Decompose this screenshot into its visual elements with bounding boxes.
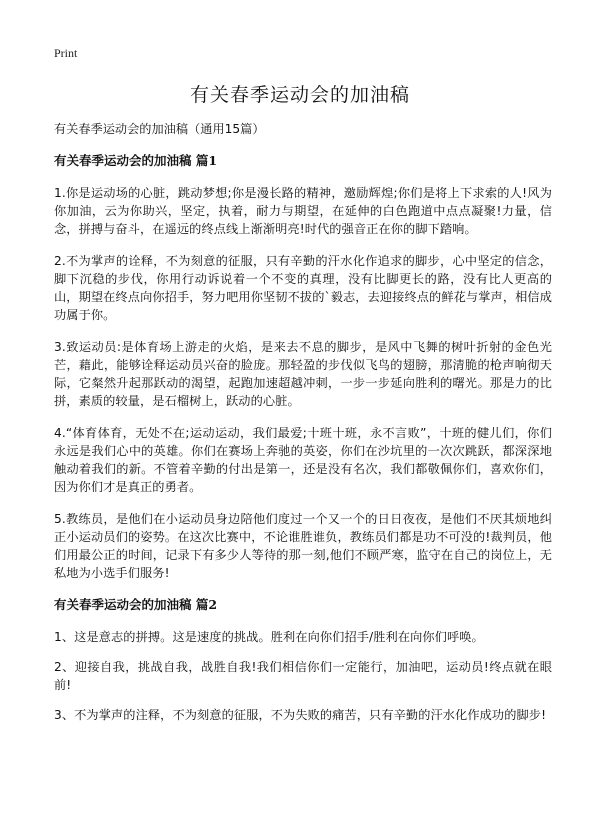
document-content (54, 120, 552, 736)
document-subtitle: 有关春季运动会的加油稿（通用15篇） (54, 122, 265, 136)
paragraph: 2.不为掌声的诠释，不为刻意的征服，只有辛勤的汗水化作追求的脚步，心中坚定的信念，脚下沉稳的步伐，你用行动诉说着一个不变的真理，没有比脚更长的路，没有比人更高的山，期望在终点向你招手，努力吧用你坚韧不拔的`毅志，去迎接终点的鲜花与掌声，相信成功属于你。 (54, 254, 552, 322)
paragraph: 5.教练员，是他们在小运动员身边陪他们度过一个又一个的日日夜夜，是他们不厌其烦地纠正小运动员们的姿势。在这次比赛中，不论谁胜谁负，教练员们都是功不可没的!裁判员，他们用最公正的时间，记录下有多少人等待的那一刻,他们不顾严寒，监守在自己的岗位上，无私地为小选手们服务! (54, 512, 552, 580)
paragraph: 1.你是运动场的心脏，跳动梦想;你是漫长路的精神，邀励辉煌;你们是将上下求索的人!风为你加油，云为你助兴，坚定，执着，耐力与期望，在延伸的白色跑道中点点凝聚!力量，信念，拼搏与奋斗，在遥远的终点线上渐渐明亮!时代的强音正在你的脚下踏响。 (54, 186, 552, 236)
paragraph: 3.致运动员:是体育场上游走的火焰，是来去不息的脚步，是风中飞舞的树叶折射的金色光芒，藉此，能够诠释运动员兴奋的脸庞。那轻盈的步伐似飞鸟的翅膀，那清脆的枪声响彻天际，它粲然升起那跃动的渴望，起跑加速超越冲刺，一步一步延向胜利的曙光。那是力的比拼，素质的较量，是石榴树上，跃动的心脏。 (54, 340, 552, 408)
print-link[interactable]: Print (54, 46, 78, 60)
section-heading-2: 有关春季运动会的加油稿 篇2 (54, 597, 218, 612)
paragraph: 3、不为掌声的注释，不为刻意的征服，不为失败的痛苦，只有辛勤的汗水化作成功的脚步! (54, 708, 547, 722)
paragraph: 4.“体育体育，无处不在;运动运动，我们最爱;十班十班，永不言败”，十班的健儿们，你们永远是我们心中的英雄。你们在赛场上奔驰的英姿，你们在沙坑里的一次次跳跃，都深深地触动着我们的新。不管着辛勤的付出是第一，还是没有名次，我们都敬佩你们，喜欢你们，因为你们才是真正的勇者。 (54, 426, 552, 494)
paragraph: 1、这是意志的拼搏。这是速度的挑战。胜利在向你们招手/胜利在向你们呼唤。 (54, 630, 484, 644)
paragraph: 2、迎接自我，挑战自我，战胜自我!我们相信你们一定能行，加油吧，运动员!终点就在眼前! (54, 660, 552, 692)
section-heading-1: 有关春季运动会的加油稿 篇1 (54, 153, 218, 168)
page-title: 有关春季运动会的加油稿 (189, 84, 410, 106)
